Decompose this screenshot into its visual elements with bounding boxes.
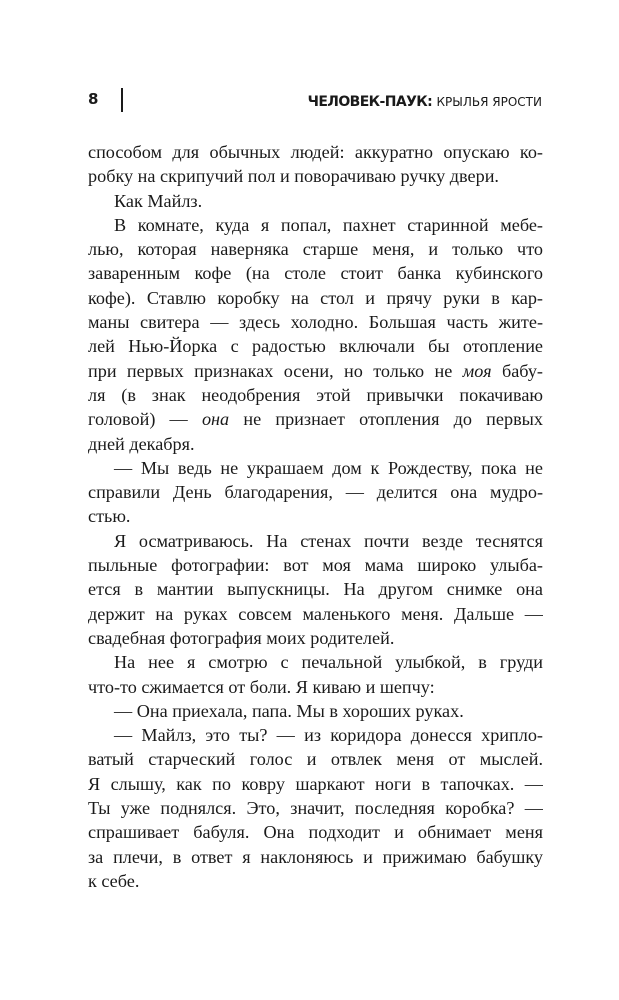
page-body-text bbox=[88, 140, 543, 893]
header-divider bbox=[121, 88, 123, 112]
text-line: В комнате, куда я попал, пахнет старинной мебе- bbox=[114, 214, 543, 235]
emphasized-word: она bbox=[201, 409, 230, 430]
running-title bbox=[308, 91, 542, 110]
text-line: Ты уже поднялся. Это, значит, последняя коробка? — bbox=[88, 798, 543, 819]
text-line: к себе. bbox=[88, 870, 140, 891]
emphasized-word: моя bbox=[462, 360, 492, 381]
text-line: кофе). Ставлю коробку на стол и прячу руки в кар- bbox=[88, 287, 543, 308]
text-line: — Майлз, это ты? — из коридора донесся хрипло- bbox=[114, 725, 543, 746]
text-line: Я осматриваюсь. На стенах почти везде теснятся bbox=[114, 530, 543, 551]
text-line: робку на скрипучий пол и поворачиваю ручку двери. bbox=[88, 166, 499, 187]
book-title: ЧЕЛОВЕК-ПАУК bbox=[307, 94, 428, 110]
text-segment: бабу- bbox=[491, 360, 543, 381]
text-line: ля (в знак неодобрения этой привычки покачиваю bbox=[88, 384, 543, 405]
text-line: спрашивает бабуля. Она подходит и обнимает меня bbox=[88, 822, 543, 843]
text-line: — Мы ведь не украшаем дом к Рождеству, пока не bbox=[114, 457, 543, 478]
text-line: свадебная фотография моих родителей. bbox=[88, 627, 395, 648]
text-line: за плечи, в ответ я наклоняюсь и прижимаю бабушку bbox=[88, 846, 543, 867]
text-line: заваренным кофе (на столе стоит банка кубинского bbox=[88, 263, 543, 284]
text-line: лью, которая наверняка старше меня, и только что bbox=[88, 239, 543, 260]
title-colon: : bbox=[427, 94, 433, 110]
text-line: справили День благодарения, — делится она мудро- bbox=[88, 482, 543, 503]
text-line: — Она приехала, папа. Мы в хороших руках. bbox=[114, 700, 464, 721]
text-line: дней декабря. bbox=[88, 433, 195, 454]
text-segment: не признает отопления до первых bbox=[229, 409, 543, 430]
text-line: лей Нью-Йорка с радостью включали бы отопление bbox=[88, 336, 543, 357]
text-line: пыльные фотографии: вот моя мама широко улыба- bbox=[88, 555, 543, 576]
text-line bbox=[88, 407, 543, 431]
running-header bbox=[88, 88, 542, 116]
text-line: держит на руках совсем маленького меня. Дальше — bbox=[88, 603, 543, 624]
text-segment: при первых признаках осени, но только не bbox=[88, 360, 463, 381]
text-line: Я слышу, как по ковру шаркают ноги в тапочках. — bbox=[88, 773, 543, 794]
text-line: стью. bbox=[88, 506, 131, 527]
text-line: способом для обычных людей: аккуратно опускаю ко- bbox=[88, 142, 543, 162]
text-line: ватый старческий голос и отвлек меня от мыслей. bbox=[88, 749, 543, 770]
text-line bbox=[88, 359, 543, 383]
text-line: Как Майлз. bbox=[114, 190, 203, 211]
text-segment: головой) — bbox=[88, 409, 202, 430]
text-line: На нее я смотрю с печальной улыбкой, в груди bbox=[114, 652, 543, 673]
text-line: что-то сжимается от боли. Я киваю и шепчу: bbox=[88, 676, 435, 697]
text-line: ется в мантии выпускницы. На другом снимке она bbox=[88, 579, 543, 600]
page-number: 8 bbox=[88, 90, 99, 108]
text-line: маны свитера — здесь холодно. Большая часть жите- bbox=[88, 312, 543, 333]
book-subtitle: КРЫЛЬЯ ЯРОСТИ bbox=[432, 95, 542, 109]
